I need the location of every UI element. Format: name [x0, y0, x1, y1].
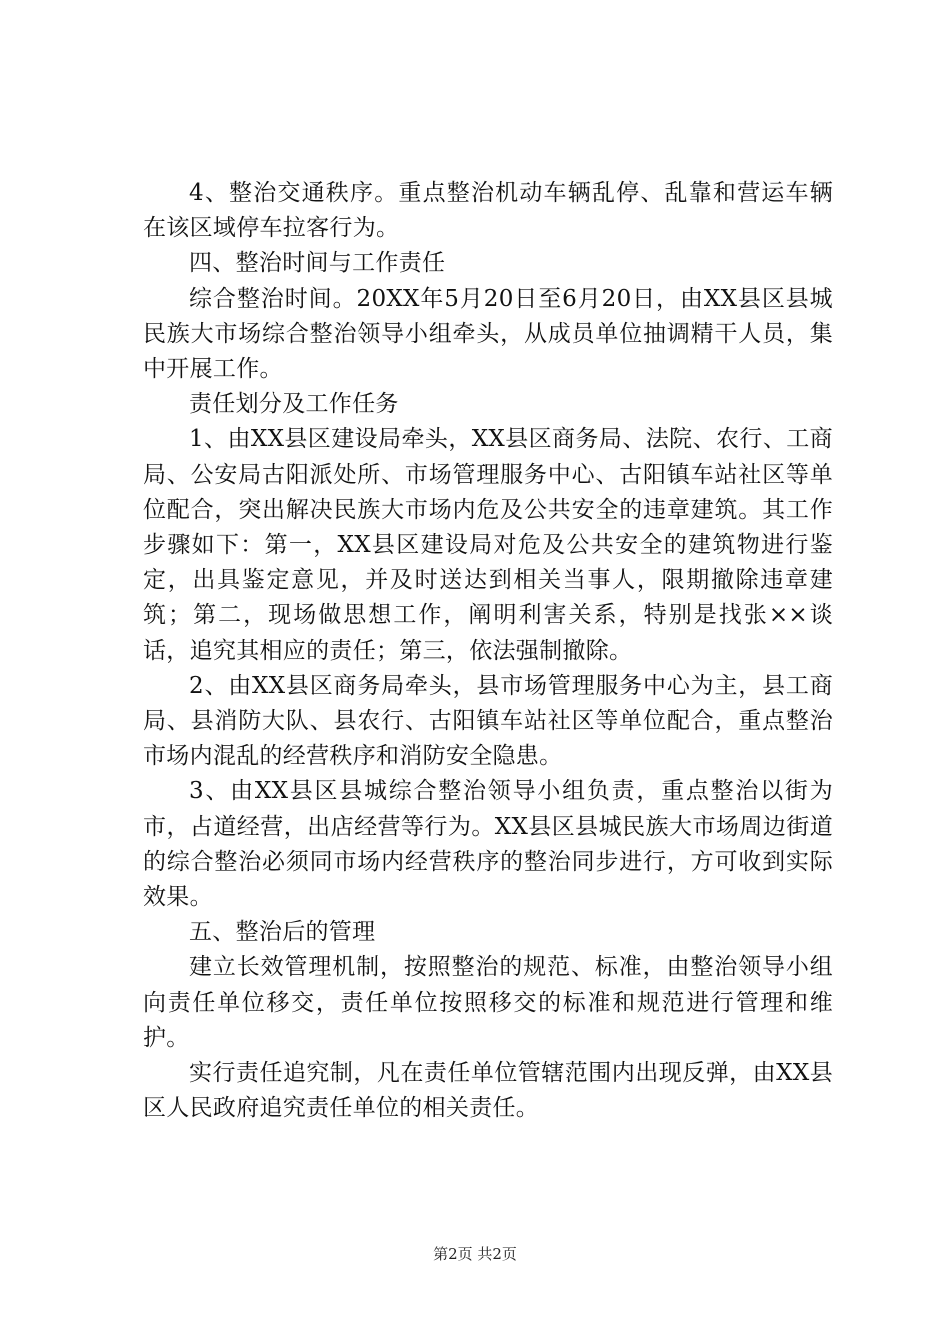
- paragraph-task-3: 3、由XX县区县城综合整治领导小组负责，重点整治以街为市，占道经营，出店经营等行为。XX县区县城民族大市场周边街道的综合整治必须同市场内经营秩序的整治同步进行，方可收到实际效果。: [143, 778, 833, 911]
- page-number-footer: 第2页 共2页: [433, 1245, 517, 1263]
- paragraph-accountability: 实行责任追究制，凡在责任单位管辖范围内出现反弹，由XX县区人民政府追究责任单位的相关责任。: [143, 1060, 833, 1122]
- paragraph-traffic-order: 4、整治交通秩序。重点整治机动车辆乱停、乱靠和营运车辆在该区域停车拉客行为。: [143, 180, 833, 242]
- heading-post-rectification-management: 五、整治后的管理: [189, 919, 376, 946]
- document-body: [143, 176, 833, 1126]
- paragraph-task-2: 2、由XX县区商务局牵头，县市场管理服务中心为主，县工商局、县消防大队、县农行、古阳镇车站社区等单位配合，重点整治市场内混乱的经营秩序和消防安全隐患。: [143, 672, 833, 770]
- paragraph-long-term-mechanism: 建立长效管理机制，按照整治的规范、标准，由整治领导小组向责任单位移交，责任单位按照移交的标准和规范进行管理和维护。: [143, 954, 833, 1051]
- paragraph-rectification-time: 综合整治时间。20XX年5月20日至6月20日，由XX县区县城民族大市场综合整治领导小组牵头，从成员单位抽调精干人员，集中开展工作。: [143, 285, 833, 383]
- paragraph-task-1: 1、由XX县区建设局牵头，XX县区商务局、法院、农行、工商局、公安局古阳派处所、市场管理服务中心、古阳镇车站社区等单位配合，突出解决民族大市场内危及公共安全的违章建筑。其工作步骤如下：第一，XX县区建设局对危及公共安全的建筑物进行鉴定，出具鉴定意见，并及时送达到相关当事人，限期撤除违章建筑；第二，现场做思想工作，阐明利害关系，特别是找张××谈话，追究其相应的责任；第三，依法强制撤除。: [143, 426, 833, 664]
- heading-time-and-responsibility: 四、整治时间与工作责任: [189, 250, 446, 277]
- heading-responsibility-division: 责任划分及工作任务: [189, 391, 399, 418]
